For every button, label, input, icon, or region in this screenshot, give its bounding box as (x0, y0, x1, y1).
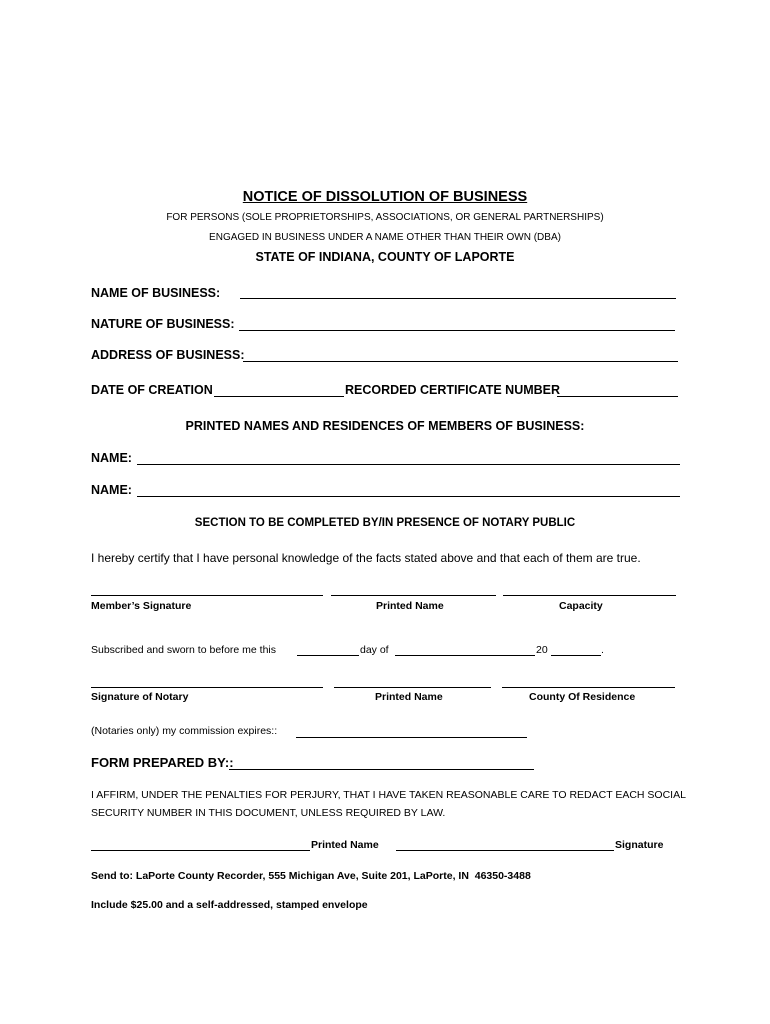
date-of-creation-line[interactable] (214, 396, 344, 397)
name-of-business-label: NAME OF BUSINESS: (91, 286, 221, 300)
nature-of-business-label: NATURE OF BUSINESS: (91, 317, 235, 331)
member-name-label-1: NAME: (91, 451, 132, 465)
notary-section-heading: SECTION TO BE COMPLETED BY/IN PRESENCE OF NOTARY PUBLIC (194, 517, 576, 529)
address-of-business-line[interactable] (243, 361, 678, 362)
jurisdiction-heading: STATE OF INDIANA, COUNTY OF LAPORTE (255, 250, 515, 264)
printed-name-label-2: Printed Name (375, 691, 443, 703)
affirm-line-1: I AFFIRM, UNDER THE PENALTIES FOR PERJURY, THAT I HAVE TAKEN REASONABLE CARE TO REDACT EACH SOCIAL (91, 789, 686, 801)
recorded-certificate-number-label: RECORDED CERTIFICATE NUMBER (345, 383, 561, 397)
member-name-line-2[interactable] (137, 496, 680, 497)
form-prepared-by-label: FORM PREPARED BY:: (91, 755, 234, 770)
subtitle-line-1: FOR PERSONS (SOLE PROPRIETORSHIPS, ASSOCIATIONS, OR GENERAL PARTNERSHIPS) (166, 212, 604, 223)
subscribed-end: . (601, 644, 604, 656)
county-of-residence-label: County Of Residence (529, 691, 636, 703)
month-line[interactable] (395, 655, 535, 656)
subscribed-text-3: 20 (536, 644, 548, 656)
printed-name-label-1: Printed Name (376, 600, 444, 612)
commission-expires-line[interactable] (296, 737, 527, 738)
county-of-residence-line[interactable] (502, 687, 675, 688)
printed-name-line-2[interactable] (334, 687, 491, 688)
nature-of-business-line[interactable] (239, 330, 675, 331)
affirm-printed-name-line[interactable] (91, 850, 310, 851)
affirm-line-2: SECURITY NUMBER IN THIS DOCUMENT, UNLESS REQUIRED BY LAW. (91, 807, 446, 819)
members-heading: PRINTED NAMES AND RESIDENCES OF MEMBERS OF BUSINESS: (185, 419, 585, 433)
notary-signature-line[interactable] (91, 687, 323, 688)
capacity-line[interactable] (503, 595, 676, 596)
member-name-label-2: NAME: (91, 483, 132, 497)
affirm-printed-name-label: Printed Name (311, 839, 379, 851)
affirm-signature-label: Signature (615, 839, 664, 851)
member-signature-line[interactable] (91, 595, 323, 596)
notary-signature-label: Signature of Notary (91, 691, 189, 703)
year-line[interactable] (551, 655, 601, 656)
name-of-business-line[interactable] (240, 298, 676, 299)
day-line[interactable] (297, 655, 359, 656)
document-title: NOTICE OF DISSOLUTION OF BUSINESS (242, 189, 528, 205)
form-prepared-by-line[interactable] (229, 769, 534, 770)
subscribed-text-2: day of (360, 644, 389, 656)
commission-expires-label: (Notaries only) my commission expires:: (91, 725, 278, 737)
subscribed-text-1: Subscribed and sworn to before me this (91, 644, 277, 656)
printed-name-line-1[interactable] (331, 595, 496, 596)
include-fee-note: Include $25.00 and a self-addressed, stamped envelope (91, 899, 368, 911)
date-of-creation-label: DATE OF CREATION (91, 383, 213, 397)
send-to-address: Send to: LaPorte County Recorder, 555 Michigan Ave, Suite 201, LaPorte, IN 46350-3488 (91, 870, 531, 882)
member-name-line-1[interactable] (137, 464, 680, 465)
certify-statement: I hereby certify that I have personal knowledge of the facts stated above and that each of them are true. (91, 551, 641, 565)
address-of-business-label: ADDRESS OF BUSINESS: (91, 348, 245, 362)
capacity-label: Capacity (559, 600, 603, 612)
affirm-signature-line[interactable] (396, 850, 614, 851)
recorded-certificate-number-line[interactable] (557, 396, 678, 397)
member-signature-label: Member’s Signature (91, 600, 192, 612)
subtitle-line-2: ENGAGED IN BUSINESS UNDER A NAME OTHER THAN THEIR OWN (DBA) (209, 232, 561, 243)
